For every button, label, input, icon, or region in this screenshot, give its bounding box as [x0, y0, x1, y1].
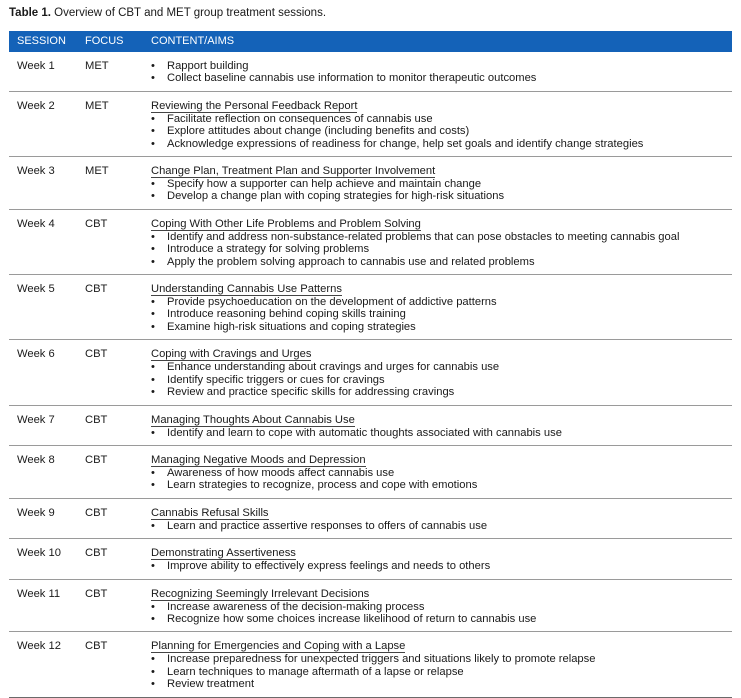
- aim-item: • Learn and practice assertive responses to offers of cannabis use: [151, 520, 732, 532]
- session-cell: Week 5: [9, 275, 77, 340]
- aim-item: • Review and practice specific skills for addressing cravings: [151, 386, 732, 398]
- aim-item: • Improve ability to effectively express feelings and needs to others: [151, 560, 732, 572]
- focus-cell: CBT: [77, 275, 143, 340]
- aim-item: • Increase preparedness for unexpected triggers and situations likely to promote relapse: [151, 653, 732, 665]
- aim-item: • Examine high-risk situations and coping strategies: [151, 321, 732, 333]
- session-title: Managing Negative Moods and Depression: [151, 453, 366, 466]
- session-title: Coping with Cravings and Urges: [151, 348, 312, 361]
- table-row: [9, 579, 732, 632]
- aim-item: • Provide psychoeducation on the development of addictive patterns: [151, 296, 732, 308]
- aim-item: • Review treatment: [151, 678, 732, 690]
- caption-label: Table 1.: [9, 7, 51, 19]
- header-focus: FOCUS: [77, 31, 143, 52]
- aim-item: • Collect baseline cannabis use information to monitor therapeutic outcomes: [151, 72, 732, 84]
- table-row: [9, 539, 732, 579]
- aim-item: • Rapport building: [151, 60, 732, 72]
- table-row: [9, 275, 732, 340]
- aim-item: • Specify how a supporter can help achieve and maintain change: [151, 178, 732, 190]
- aim-item: • Apply the problem solving approach to cannabis use and related problems: [151, 256, 732, 268]
- session-cell: Week 3: [9, 157, 77, 210]
- session-cell: Week 11: [9, 579, 77, 632]
- session-title: Planning for Emergencies and Coping with a Lapse: [151, 640, 406, 653]
- header-session: SESSION: [9, 31, 77, 52]
- aim-item: • Identify specific triggers or cues for cravings: [151, 374, 732, 386]
- focus-cell: CBT: [77, 209, 143, 274]
- session-cell: Week 6: [9, 340, 77, 405]
- aim-item: • Introduce reasoning behind coping skills training: [151, 308, 732, 320]
- session-cell: Week 7: [9, 405, 77, 445]
- session-cell: Week 2: [9, 91, 77, 156]
- focus-cell: CBT: [77, 632, 143, 697]
- aim-item: • Facilitate reflection on consequences of cannabis use: [151, 113, 732, 125]
- table-row: [9, 632, 732, 697]
- focus-cell: CBT: [77, 405, 143, 445]
- aim-item: • Learn strategies to recognize, process and cope with emotions: [151, 479, 732, 491]
- content-cell: [143, 340, 732, 405]
- content-cell: [143, 445, 732, 498]
- content-cell: [143, 579, 732, 632]
- aim-item: • Explore attitudes about change (including benefits and costs): [151, 125, 732, 137]
- aim-item: • Identify and address non-substance-related problems that can pose obstacles to meeting cannabis goal: [151, 231, 732, 243]
- session-cell: Week 9: [9, 498, 77, 538]
- session-title: Managing Thoughts About Cannabis Use: [151, 413, 355, 426]
- session-title: Coping With Other Life Problems and Problem Solving: [151, 217, 421, 230]
- caption-text: Overview of CBT and MET group treatment sessions.: [54, 7, 327, 19]
- session-title: Reviewing the Personal Feedback Report: [151, 99, 358, 112]
- focus-cell: MET: [77, 91, 143, 156]
- content-cell: [143, 157, 732, 210]
- session-title: Demonstrating Assertiveness: [151, 547, 296, 560]
- table-row: [9, 445, 732, 498]
- focus-cell: MET: [77, 52, 143, 91]
- content-cell: [143, 52, 732, 91]
- focus-cell: CBT: [77, 579, 143, 632]
- content-cell: [143, 539, 732, 579]
- session-cell: Week 4: [9, 209, 77, 274]
- aims-list: [151, 653, 732, 690]
- aims-list: [151, 60, 732, 85]
- session-cell: Week 10: [9, 539, 77, 579]
- session-title: Cannabis Refusal Skills: [151, 506, 269, 519]
- aims-list: [151, 361, 732, 398]
- aims-list: [151, 520, 732, 532]
- aims-list: [151, 427, 732, 439]
- aim-item: • Identify and learn to cope with automatic thoughts associated with cannabis use: [151, 427, 732, 439]
- aim-item: • Learn techniques to manage aftermath of a lapse or relapse: [151, 666, 732, 678]
- focus-cell: CBT: [77, 445, 143, 498]
- content-cell: [143, 275, 732, 340]
- header-content: CONTENT/AIMS: [143, 31, 732, 52]
- aim-item: • Awareness of how moods affect cannabis use: [151, 467, 732, 479]
- aim-item: • Recognize how some choices increase likelihood of return to cannabis use: [151, 613, 732, 625]
- aim-item: • Enhance understanding about cravings and urges for cannabis use: [151, 361, 732, 373]
- table-header: [9, 31, 732, 52]
- session-cell: Week 8: [9, 445, 77, 498]
- aims-list: [151, 296, 732, 333]
- focus-cell: CBT: [77, 340, 143, 405]
- table-caption: [9, 6, 326, 20]
- content-cell: [143, 91, 732, 156]
- session-title: Recognizing Seemingly Irrelevant Decisions: [151, 587, 370, 600]
- session-title: Change Plan, Treatment Plan and Supporter Involvement: [151, 165, 436, 178]
- table-body: [9, 52, 732, 697]
- table-row: [9, 209, 732, 274]
- content-cell: [143, 405, 732, 445]
- aims-list: [151, 467, 732, 492]
- session-title: Understanding Cannabis Use Patterns: [151, 283, 342, 296]
- table-row: [9, 157, 732, 210]
- aim-item: • Acknowledge expressions of readiness for change, help set goals and identify change strategies: [151, 138, 732, 150]
- aim-item: • Introduce a strategy for solving problems: [151, 243, 732, 255]
- aims-list: [151, 601, 732, 626]
- aims-list: [151, 178, 732, 203]
- session-cell: Week 1: [9, 52, 77, 91]
- session-cell: Week 12: [9, 632, 77, 697]
- focus-cell: CBT: [77, 539, 143, 579]
- aim-item: • Increase awareness of the decision-making process: [151, 601, 732, 613]
- table-row: [9, 498, 732, 538]
- sessions-table: [9, 31, 732, 698]
- focus-cell: MET: [77, 157, 143, 210]
- content-cell: [143, 632, 732, 697]
- table-row: [9, 52, 732, 91]
- content-cell: [143, 209, 732, 274]
- table-row: [9, 340, 732, 405]
- aim-item: • Develop a change plan with coping strategies for high-risk situations: [151, 190, 732, 202]
- table-row: [9, 91, 732, 156]
- header-row: [9, 31, 732, 52]
- aims-list: [151, 231, 732, 268]
- content-cell: [143, 498, 732, 538]
- aims-list: [151, 113, 732, 150]
- table-row: [9, 405, 732, 445]
- focus-cell: CBT: [77, 498, 143, 538]
- aims-list: [151, 560, 732, 572]
